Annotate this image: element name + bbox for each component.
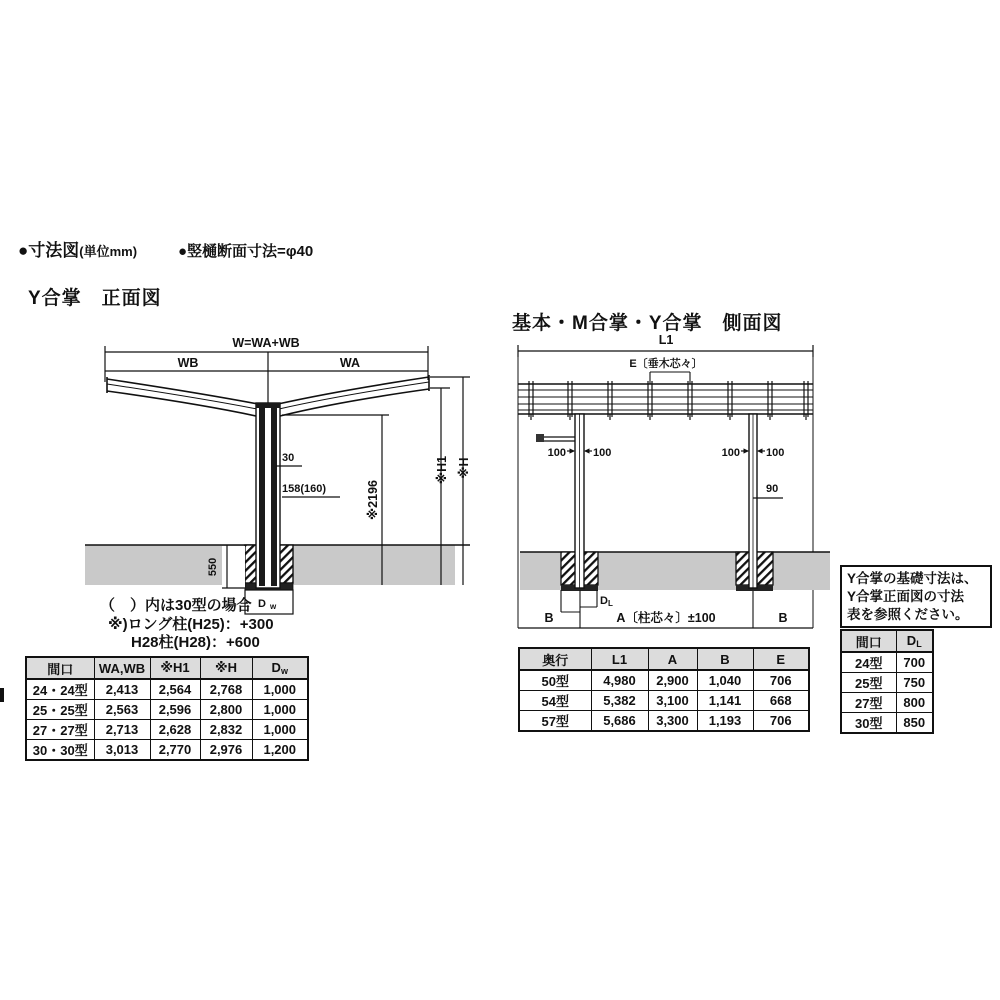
table-row: 25・25型 2,563 2,596 2,800 1,000 <box>26 700 308 720</box>
dim-30: 30 <box>282 452 295 464</box>
scan-artifact <box>0 688 4 702</box>
side-e-bracket <box>650 372 690 384</box>
basis-note-box <box>840 565 992 628</box>
table-row: 50型 4,980 2,900 1,040 706 <box>519 670 809 691</box>
dim-l1: L1 <box>658 333 674 347</box>
side-dimension-table <box>518 647 810 732</box>
dim-dw: D <box>258 598 266 610</box>
dim-dl: D <box>600 595 608 607</box>
svg-text:B: B <box>544 611 554 625</box>
side-bottom-dimensions <box>518 591 813 628</box>
page-header <box>18 236 137 261</box>
dim-h: ※H <box>457 457 471 479</box>
table-row: 24型 700 <box>841 652 933 673</box>
dim-dw-sub: w <box>270 602 277 611</box>
dim-550: 550 <box>207 557 219 577</box>
front-note-3: H28柱(H28)：+600 <box>131 634 260 651</box>
dim-w-total: W=WA+WB <box>232 336 300 350</box>
table-header-row: 間口 $D_L$ <box>841 630 933 652</box>
side-view-title: 基本・M合掌・Y合掌 側面図 <box>512 313 783 334</box>
front-dimension-table <box>25 656 309 761</box>
svg-text:B: B <box>778 611 788 625</box>
dim-90: 90 <box>766 483 779 495</box>
side-dl-dimension <box>561 590 613 612</box>
dim-wa: WA <box>339 356 361 370</box>
svg-text:100: 100 <box>547 447 566 459</box>
dim-158: 158(160) <box>282 483 327 495</box>
table-row: 25型 750 <box>841 673 933 693</box>
header-dimension-label: ●寸法図 <box>18 241 80 260</box>
dl-dimension-table <box>840 629 934 734</box>
front-center-post <box>256 403 280 588</box>
front-note-2: ※)ロング柱(H25)：+300 <box>108 616 274 633</box>
svg-text:100: 100 <box>766 447 785 459</box>
front-note-1: （ ）内は30型の場合 <box>100 597 252 614</box>
header-downpipe-label: ●竪樋断面寸法=φ40 <box>178 243 314 260</box>
table-row: 30型 850 <box>841 713 933 734</box>
front-view-title: Y合掌 正面図 <box>28 288 162 309</box>
table-row: 54型 5,382 3,100 1,141 668 <box>519 691 809 711</box>
dim-a: A〔柱芯々〕±100 <box>616 611 716 625</box>
side-roof-band <box>518 384 813 414</box>
side-view-drawing <box>500 330 845 640</box>
front-width-dimension <box>105 346 428 404</box>
table-row: 24・24型 2,413 2,564 2,768 1,000 <box>26 679 308 700</box>
table-row: 27・27型 2,713 2,628 2,832 1,000 <box>26 720 308 740</box>
dim-2196: ※2196 <box>366 480 380 520</box>
dim-h1: ※H1 <box>435 455 449 485</box>
svg-text:100: 100 <box>593 447 612 459</box>
dim-e: E〔垂木芯々〕 <box>629 358 703 370</box>
table-row: 30・30型 3,013 2,770 2,976 1,200 <box>26 740 308 761</box>
note-box-line-2: Y合掌正面図の寸法 <box>847 588 965 604</box>
svg-text:100: 100 <box>721 447 740 459</box>
table-header-row: 奥行 L1 A B E <box>519 648 809 670</box>
note-box-line-1: Y合掌の基礎寸法は、 <box>847 571 978 586</box>
dim-dl-sub: L <box>608 599 613 608</box>
note-box-line-3: 表を参照ください。 <box>847 606 969 622</box>
front-dw-dimension <box>245 590 293 614</box>
table-row: 27型 800 <box>841 693 933 713</box>
dim-wb: WB <box>177 356 199 370</box>
table-header-row: 間口 WA,WB ※H1 ※H $D_w$ <box>26 657 308 679</box>
table-row: 57型 5,686 3,300 1,193 706 <box>519 711 809 732</box>
side-post-right <box>749 414 757 588</box>
header-unit-label: (単位mm) <box>79 244 138 259</box>
